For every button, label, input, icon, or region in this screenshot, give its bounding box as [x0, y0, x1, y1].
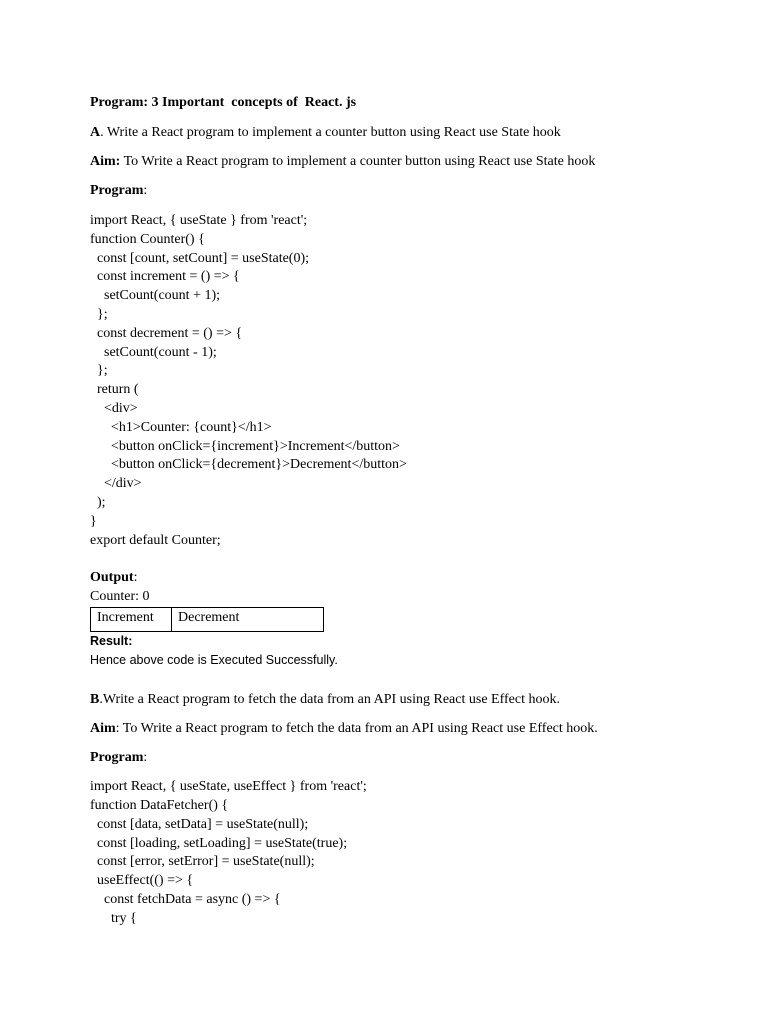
section-b-aim-label: Aim: [90, 721, 116, 736]
program-heading: Program: 3 Important concepts of React. js: [90, 95, 357, 110]
section-b-label: B: [90, 692, 100, 707]
section-b-aim-text: : To Write a React program to fetch the data from an API using React use Effect hook.: [115, 721, 598, 736]
code-line: export default Counter;: [90, 533, 221, 548]
section-a-task-text: . Write a React program to implement a counter button using React use State hook: [100, 125, 561, 140]
section-b-aim: [90, 720, 598, 738]
section-a-aim-text: To Write a React program to implement a counter button using React use State hook: [120, 154, 596, 169]
output-colon: :: [133, 570, 138, 585]
section-a-program-word: Program: [90, 183, 144, 198]
code-line: <button onClick={decrement}>Decrement</button>: [90, 457, 407, 472]
section-a-program-label: [90, 182, 147, 200]
section-a-aim: [90, 153, 595, 171]
section-b-program-colon: :: [143, 750, 148, 765]
code-line: const [data, setData] = useState(null);: [90, 817, 309, 832]
section-b-task-text: .Write a React program to fetch the data from an API using React use Effect hook.: [99, 692, 560, 707]
code-line: import React, { useState } from 'react';: [90, 213, 308, 228]
result-text: Hence above code is Executed Successfully.: [90, 653, 338, 667]
code-line: import React, { useState, useEffect } from 'react';: [90, 779, 367, 794]
code-line: <div>: [90, 401, 138, 416]
code-line: const decrement = () => {: [90, 326, 243, 341]
code-line: setCount(count - 1);: [90, 345, 217, 360]
section-a-aim-label: Aim:: [90, 154, 121, 169]
output-word: Output: [90, 570, 134, 585]
section-a-program-colon: :: [143, 183, 148, 198]
counter-output-text: Counter: 0: [90, 589, 150, 604]
code-line: try {: [90, 911, 137, 926]
decrement-cell: Decrement: [178, 610, 240, 625]
code-line: const [loading, setLoading] = useState(true);: [90, 836, 348, 851]
section-a-label: A: [90, 125, 101, 140]
code-line: const fetchData = async () => {: [90, 892, 281, 907]
code-line: return (: [90, 382, 139, 397]
code-line: const increment = () => {: [90, 269, 240, 284]
code-line: const [count, setCount] = useState(0);: [90, 251, 310, 266]
code-line: };: [90, 307, 108, 322]
section-b-program-word: Program: [90, 750, 144, 765]
code-line: function DataFetcher() {: [90, 798, 229, 813]
increment-cell: Increment: [91, 608, 172, 631]
result-label: Result:: [90, 634, 133, 648]
code-line: </div>: [90, 476, 142, 491]
output-buttons-table: [90, 607, 324, 632]
code-line: const [error, setError] = useState(null);: [90, 854, 315, 869]
section-b-task: [90, 691, 560, 709]
code-line: );: [90, 495, 106, 510]
code-line: useEffect(() => {: [90, 873, 194, 888]
section-b-program-label: [90, 749, 147, 767]
section-a-task: [90, 124, 561, 142]
code-line: <h1>Counter: {count}</h1>: [90, 420, 272, 435]
code-line: };: [90, 363, 108, 378]
code-line: <button onClick={increment}>Increment</button>: [90, 439, 400, 454]
code-line: }: [90, 514, 97, 529]
code-line: function Counter() {: [90, 232, 205, 247]
code-line: setCount(count + 1);: [90, 288, 220, 303]
output-label: [90, 569, 137, 587]
